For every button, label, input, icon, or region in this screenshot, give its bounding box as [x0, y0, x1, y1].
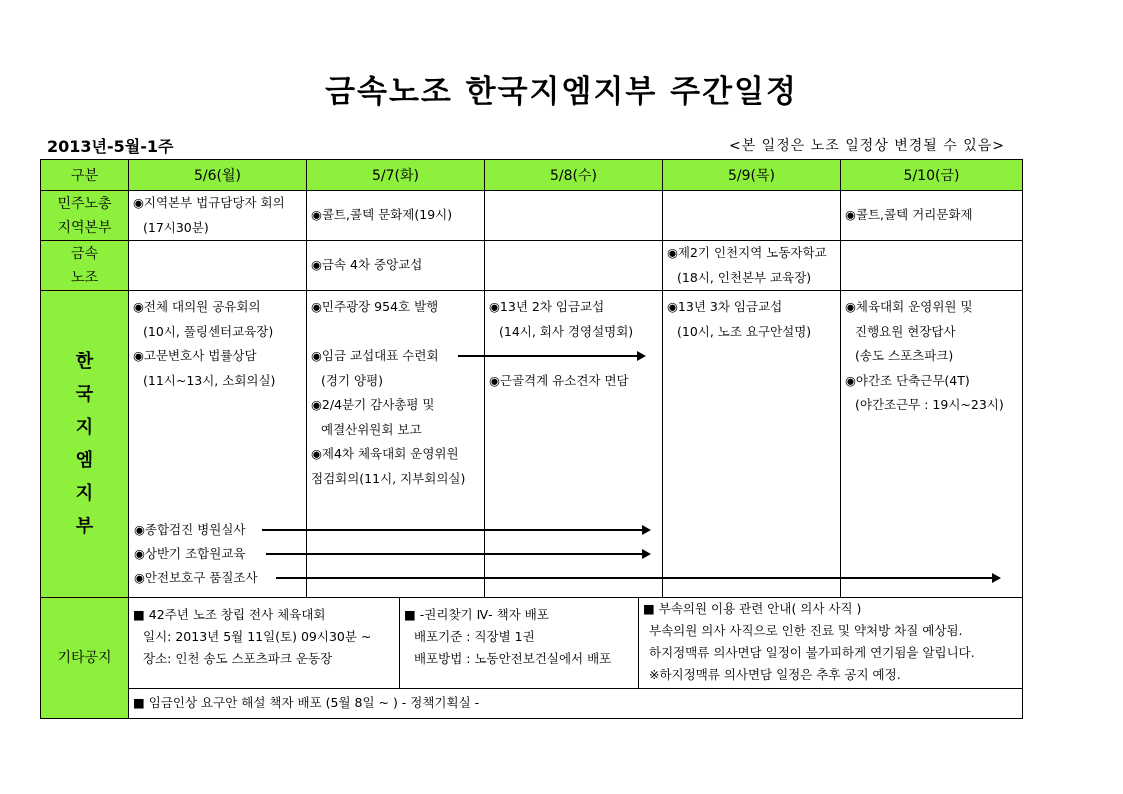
header-day-thu: 5/9(목)	[663, 160, 841, 191]
schedule-item: ◉지역본부 법규담당자 회의	[133, 195, 285, 210]
row-misc	[41, 598, 1023, 689]
schedule-item: ◉근골격계 유소견자 면담	[489, 372, 629, 388]
cell-gm-wed	[485, 291, 663, 598]
header-row	[41, 160, 1023, 191]
schedule-item: ◉종합검진 병원실사	[134, 522, 246, 537]
schedule-item: 진행요원 현장답사	[855, 323, 956, 339]
schedule-notice: <본 일정은 노조 일정상 변경될 수 있음>	[728, 138, 1005, 154]
schedule-item: 점검회의(11시, 지부회의실)	[311, 470, 466, 486]
row-label-char: 엠	[75, 450, 94, 471]
schedule-table	[40, 159, 1023, 719]
row-label-char: 한	[75, 351, 94, 372]
notice-line: ■ -권리찾기 Ⅳ- 책자 배포	[404, 607, 549, 622]
cell-misc-bottom	[129, 689, 1023, 719]
header-day-tue: 5/7(화)	[307, 160, 485, 191]
schedule-item: ◉13년 3차 임금교섭	[667, 299, 783, 314]
notice-box-clinic	[639, 598, 1022, 688]
notice-line: 배포기준 : 직장별 1권	[414, 629, 535, 644]
schedule-item: ◉체육대회 운영위원 및	[845, 299, 973, 314]
notice-line: ■ 42주년 노조 창립 전사 체육대회	[133, 607, 326, 622]
schedule-item: ◉13년 2차 임금교섭	[489, 299, 605, 314]
cell-kmwu-fri	[841, 241, 1023, 291]
schedule-item: (14시, 회사 경영설명회)	[499, 323, 634, 339]
schedule-item: (10시, 풀링센터교육장)	[143, 323, 274, 339]
schedule-item	[307, 320, 484, 345]
cell-kctu-mon	[129, 191, 307, 241]
row-misc-bottom	[41, 689, 1023, 719]
arrow-geomjin	[262, 529, 649, 531]
cell-kmwu-wed	[485, 241, 663, 291]
schedule-item: (10시, 노조 요구안설명)	[677, 323, 812, 339]
arrow-safety	[276, 577, 999, 579]
row-label-char: 국	[75, 384, 94, 405]
notice-line: ■ 임금인상 요구안 해설 책자 배포 (5월 8일 ~ ) - 정책기획실 -	[133, 695, 480, 711]
schedule-item: ◉임금 교섭대표 수련회	[311, 348, 439, 363]
cell-gm-fri	[841, 291, 1023, 598]
row-label-kctu	[41, 191, 129, 241]
schedule-item: (송도 스포츠파크)	[855, 348, 954, 363]
header-day-wed: 5/8(수)	[485, 160, 663, 191]
schedule-item: ◉제4차 체육대회 운영위원	[311, 446, 459, 461]
row-label-line: 민주노총	[57, 195, 112, 212]
cell-kctu-thu	[663, 191, 841, 241]
schedule-item: ◉고문변호사 법률상담	[133, 348, 257, 363]
cell-kmwu-mon	[129, 241, 307, 291]
row-kmwu	[41, 241, 1023, 291]
long-items	[134, 518, 258, 590]
cell-kctu-tue	[307, 191, 485, 241]
schedule-item: ◉2/4분기 감사총평 및	[311, 397, 435, 412]
notice-line: 하지정맥류 의사면담 일정이 불가피하게 연기됨을 알립니다.	[649, 645, 975, 660]
row-kctu	[41, 191, 1023, 241]
schedule-item: ◉안전보호구 품질조사	[134, 570, 258, 585]
cell-kmwu-thu	[663, 241, 841, 291]
notice-box-sports	[129, 598, 400, 688]
notice-line: 일시: 2013년 5월 11일(토) 09시30분 ~	[143, 629, 372, 644]
cell-gm-tue	[307, 291, 485, 598]
schedule-item: (야간조근무 : 19시~23시)	[855, 397, 1004, 412]
row-label-line: 금속	[70, 245, 99, 262]
header-day-mon: 5/6(월)	[129, 160, 307, 191]
row-label-kmwu	[41, 241, 129, 291]
schedule-item: ◉콜트,콜텍 문화제(19시)	[311, 207, 453, 223]
notice-line: 장소: 인천 송도 스포츠파크 운동장	[143, 651, 333, 666]
schedule-item: ◉금속 4차 중앙교섭	[311, 257, 423, 273]
schedule-item: ◉제2기 인천지역 노동자학교	[667, 245, 827, 260]
page-title: 금속노조 한국지엠지부 주간일정	[325, 74, 798, 110]
row-label-misc: 기타공지	[41, 598, 129, 719]
week-label: 2013년-5월-1주	[47, 137, 174, 156]
notice-box-booklet	[400, 598, 639, 688]
arrow-suryeonhoe	[458, 355, 644, 357]
cell-misc-notices	[129, 598, 1023, 689]
row-label-line: 노조	[70, 269, 99, 286]
cell-kctu-fri	[841, 191, 1023, 241]
notice-line: ※하지정맥류 의사면담 일정은 추후 공지 예정.	[649, 667, 901, 682]
header-day-fri: 5/10(금)	[841, 160, 1023, 191]
row-label-char: 지	[75, 417, 94, 438]
cell-kmwu-tue	[307, 241, 485, 291]
cell-gm-thu	[663, 291, 841, 598]
schedule-item: (17시30분)	[143, 219, 209, 235]
row-label-gm	[41, 291, 129, 598]
arrow-education	[266, 553, 649, 555]
schedule-item: ◉콜트,콜텍 거리문화제	[845, 207, 973, 223]
schedule-item: (18시, 인천본부 교육장)	[677, 269, 812, 285]
notice-line: 부속의원 의사 사직으로 인한 진료 및 약처방 차질 예상됨.	[649, 623, 963, 638]
schedule-item: (11시~13시, 소회의실)	[143, 372, 276, 388]
header-category: 구분	[41, 160, 129, 191]
schedule-item: ◉민주광장 954호 발행	[311, 299, 439, 314]
row-label-char: 부	[75, 516, 94, 537]
schedule-item: (경기 양평)	[321, 372, 384, 388]
schedule-item: 예결산위원회 보고	[321, 421, 422, 437]
schedule-item: ◉상반기 조합원교육	[134, 546, 246, 561]
notice-line: 배포방법 : 노동안전보건실에서 배포	[414, 651, 612, 666]
cell-kctu-wed	[485, 191, 663, 241]
schedule-item: ◉야간조 단축근무(4T)	[845, 372, 970, 388]
row-label-line: 지역본부	[57, 219, 112, 236]
row-label-char: 지	[75, 483, 94, 504]
notice-line: ■ 부속의원 이용 관련 안내( 의사 사직 )	[643, 601, 862, 616]
schedule-item: ◉전체 대의원 공유회의	[133, 299, 261, 314]
